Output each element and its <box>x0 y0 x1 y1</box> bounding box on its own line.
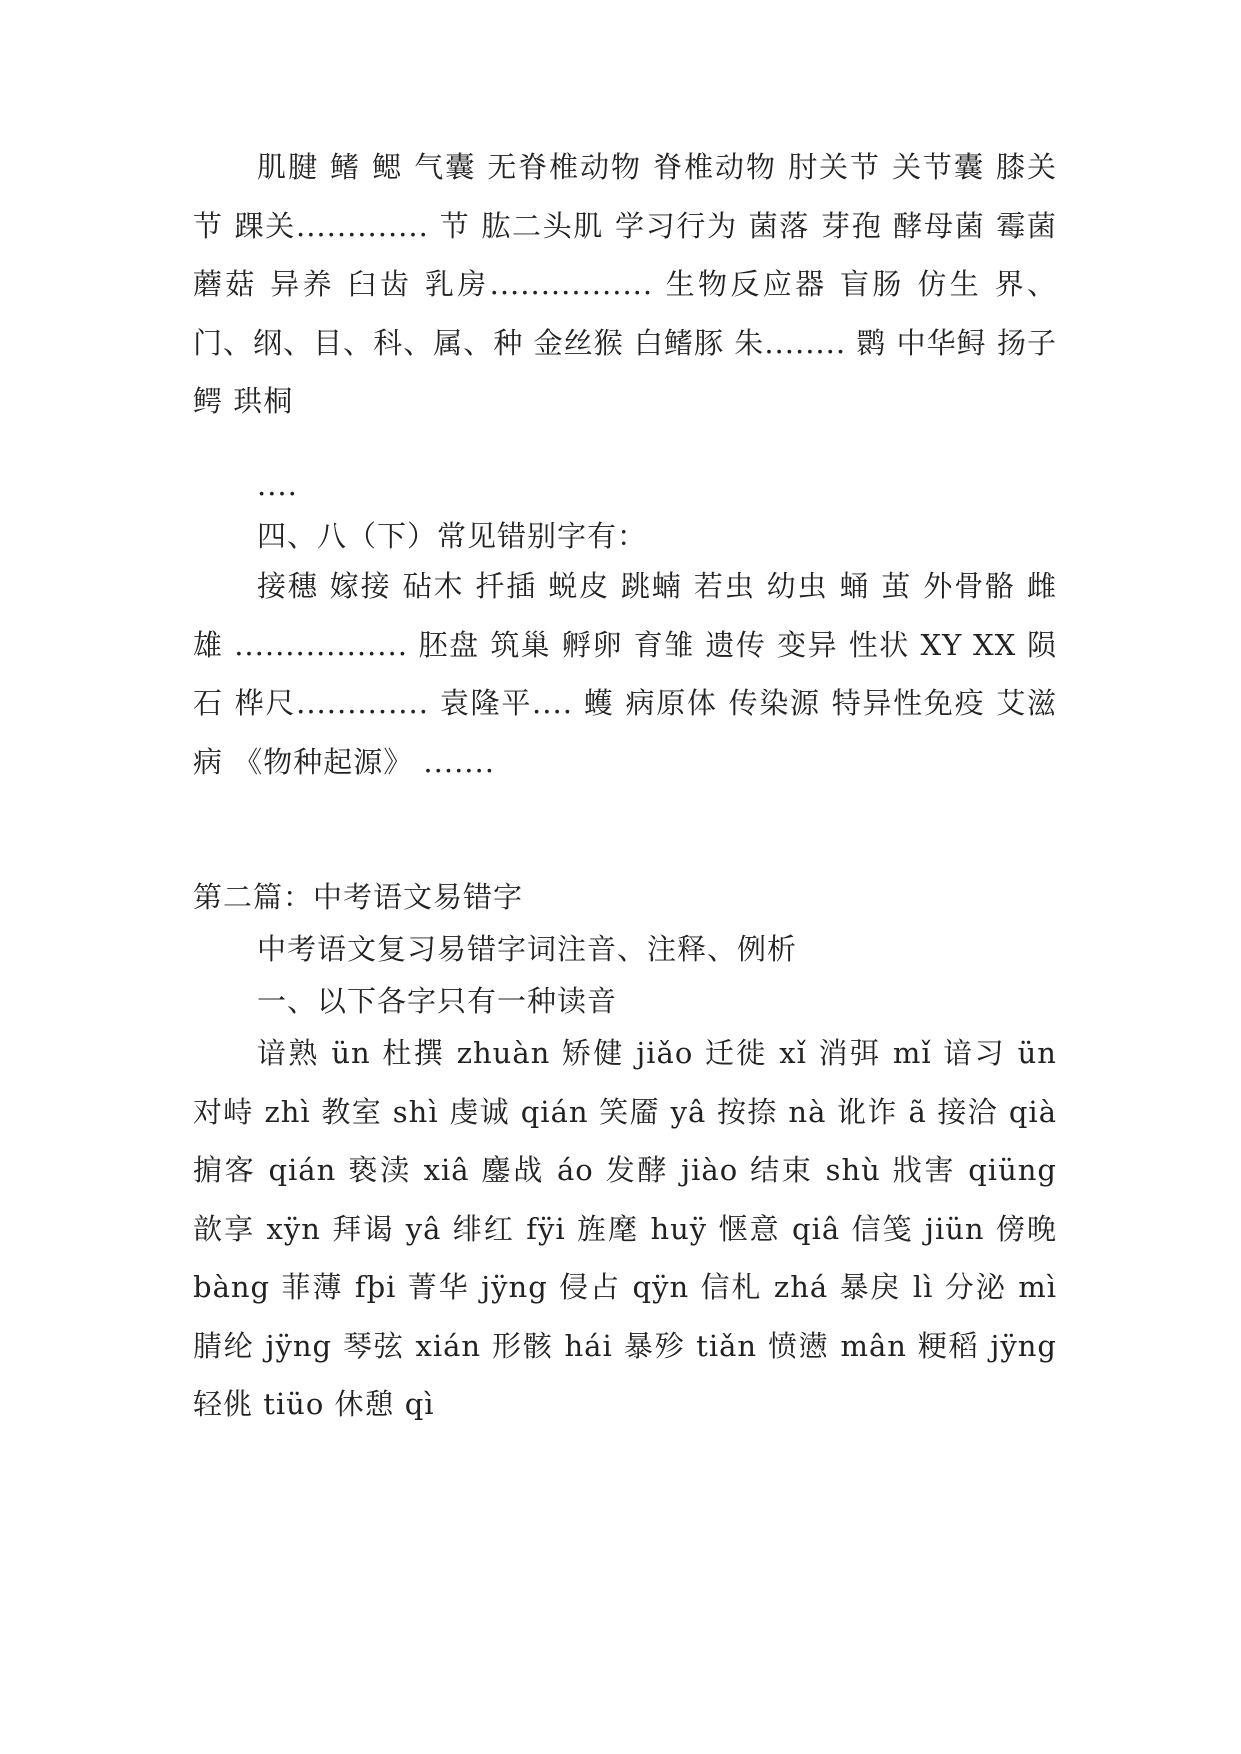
section1-heading: 一、以下各字只有一种读音 <box>257 984 618 1018</box>
biology-terms-paragraph: 肌腱 鳍 鳃 气囊 无脊椎动物 脊椎动物 肘关节 关节囊 膝关节 踝关............. 节 肱二头肌 学习行为 菌落 芽孢 酵母菌 霉菌 蘑菇 异养 臼齿 乳房................ 生物反应器 盲肠 仿生 界、门、纲、目、科、属、种 金丝猴 白鳍豚 朱........ 鹮 中华鲟 扬子鳄 珙桐 <box>193 150 1057 418</box>
chapter-subtitle: 中考语文复习易错字词注音、注释、例析 <box>257 932 798 966</box>
pinyin-paragraph: 谙熟 ün 杜撰 zhuàn 矫健 jiǎo 迁徙 xǐ 消弭 mǐ 谙习 ün 对峙 zhì 教室 shì 虔诚 qián 笑靥 yâ 按捺 nà 讹诈 ã 接洽 qià 掮客 qián 亵渎 xiâ 鏖战 áo 发酵 jiào 结束 shù 戕害 qiüng 歆享 xÿn 拜谒 yâ 绯红 fÿi 旌麾 huÿ 惬意 qiâ 信笺 jiün 傍晚 bàng 菲薄 fþi 菁华 jÿng 侵占 qÿn 信札 zhá 暴戾 lì 分泌 mì 腈纶 jÿng 琴弦 xián 形骸 hái 暴殄 tiǎn 愤懑 mân 粳稻 jÿng 轻佻 tiüo 休憩 qì <box>193 1036 1057 1421</box>
section4-terms-paragraph: 接穗 嫁接 砧木 扦插 蜕皮 跳蝻 若虫 幼虫 蛹 茧 外骨骼 雌雄 ................. 胚盘 筑巢 孵卵 育雏 遗传 变异 性状 XY XX 陨石 桦尺............. 袁隆平.... 蠖 病原体 传染源 特异性免疫 艾滋病 《物种起源》 ....... <box>193 569 1057 779</box>
chapter-title: 第二篇：中考语文易错字 <box>193 880 524 914</box>
section4-heading: 四、八（下）常见错别字有： <box>257 519 648 553</box>
ellipsis-line: .... <box>257 468 298 502</box>
